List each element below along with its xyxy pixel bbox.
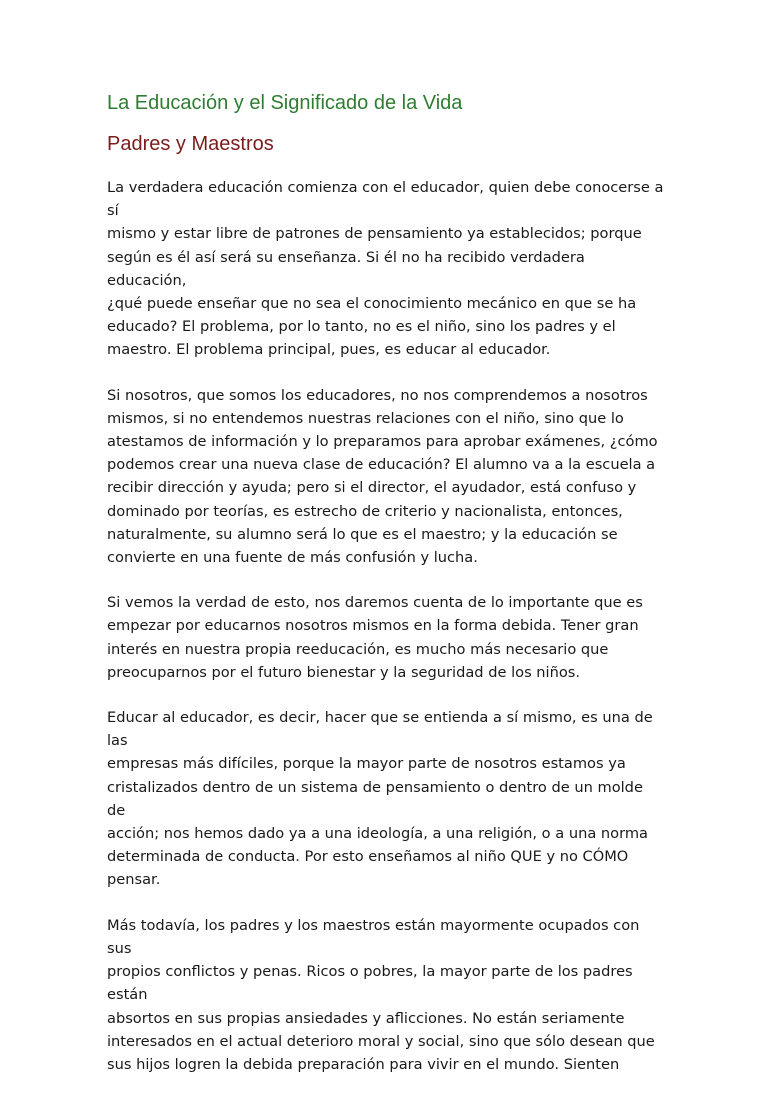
paragraph-5: Más todavía, los padres y los maestros están mayormente ocupados con sus propios conflictos y penas. Ricos o pobres, la mayor parte de los padres están absortos en sus propias ansiedades y aflicciones. No están seriamente interesados en el actual deterioro moral y social, sino que sólo desean que sus hijos logren la debida preparación para vivir en el mundo. Sienten	[107, 916, 655, 1073]
paragraph-2: Si nosotros, que somos los educadores, no nos comprendemos a nosotros mismos, si no entendemos nuestras relaciones con el niño, sino que lo atestamos de información y lo preparamos para aprobar exámenes, ¿cómo podemos crear una nueva clase de educación? El alumno va a la escuela a recibir dirección y ayuda; pero si el director, el ayudador, está confuso y dominado por teorías, es estrecho de criterio y nacionalista, entonces, naturalmente, su alumno será lo que es el maestro; y la educación se convierte en una fuente de más confusión y lucha.	[107, 386, 658, 567]
document-body	[107, 176, 665, 1098]
document-title: La Educación y el Significado de la Vida	[107, 92, 463, 114]
paragraph-1: La verdadera educación comienza con el educador, quien debe conocerse a sí mismo y estar libre de patrones de pensamiento ya establecidos; porque según es él así será su enseñanza. Si él no ha recibido verdadera educación, ¿qué puede enseñar que no sea el conocimiento mecánico en que se ha educado? El problema, por lo tanto, no es el niño, sino los padres y el maestro. El problema principal, pues, es educar al educador.	[107, 179, 664, 359]
paragraph-4: Educar al educador, es decir, hacer que se entienda a sí mismo, es una de las empresas más difíciles, porque la mayor parte de nosotros estamos ya cristalizados dentro de un sistema de pensamiento o dentro de un molde de acción; nos hemos dado ya a una ideología, a una religión, o a una norma determinada de conducta. Por esto enseñamos al niño QUE y no CÓMO pensar.	[107, 709, 653, 889]
section-heading: Padres y Maestros	[107, 133, 274, 155]
paragraph-3: Si vemos la verdad de esto, nos daremos cuenta de lo importante que es empezar por educarnos nosotros mismos en la forma debida. Tener gran interés en nuestra propia reeducación, es mucho más necesario que preocuparnos por el futuro bienestar y la seguridad de los niños.	[107, 594, 643, 681]
